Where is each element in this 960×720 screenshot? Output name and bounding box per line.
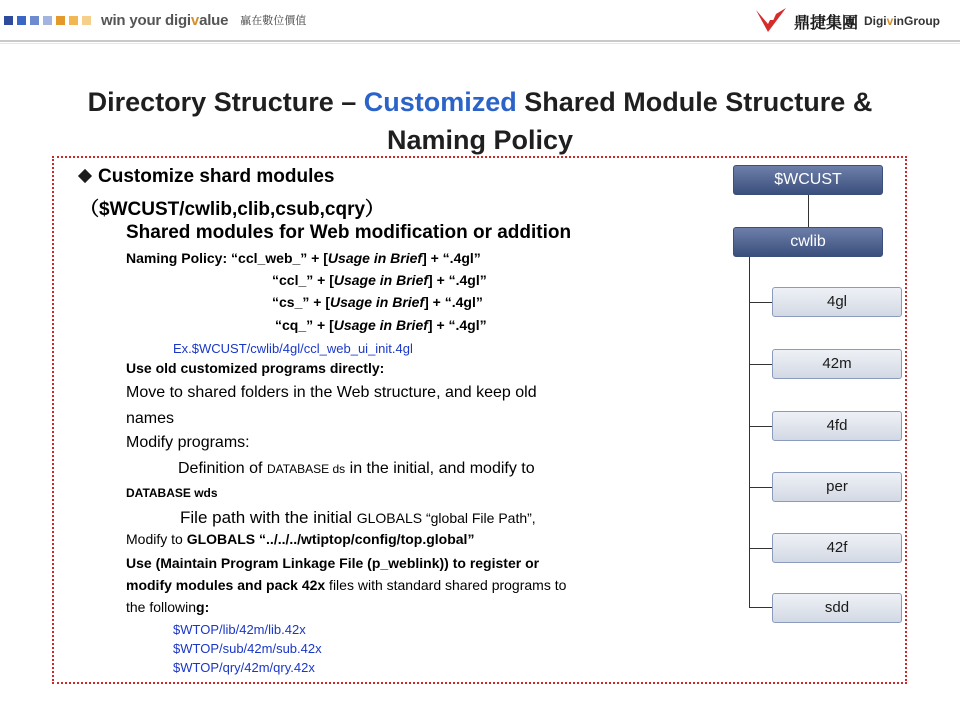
- diamond-bullet-icon: [78, 169, 92, 183]
- tree-leaf-4fd: 4fd: [772, 411, 902, 441]
- use-old-heading: Use old customized programs directly:: [126, 360, 385, 376]
- use-line-2: modify modules and pack 42x files with standard shared programs to: [126, 577, 567, 593]
- header-divider-light: [0, 43, 960, 44]
- logo-cn-text: 鼎捷集團: [793, 14, 858, 32]
- tree-connector-root: [808, 195, 809, 227]
- modify-to-line: Modify to GLOBALS “../../../wtiptop/config/top.global”: [126, 531, 475, 547]
- naming-policy-line-1: Naming Policy: “ccl_web_” + [Usage in Brief] + “.4gl”: [126, 250, 481, 266]
- tree-leaf-per: per: [772, 472, 902, 502]
- header-divider: [0, 40, 960, 42]
- slide-title: [0, 83, 960, 159]
- brand-square-6: [69, 16, 78, 25]
- title-line-1: Directory Structure – Customized Shared Module Structure &: [87, 87, 873, 117]
- brand-square-2: [17, 16, 26, 25]
- subheading: Shared modules for Web modification or addition: [126, 222, 572, 243]
- company-logo: [754, 6, 940, 36]
- tree-node-root: $WCUST: [733, 165, 883, 195]
- brand-tagline-cn: 贏在數位價值: [240, 15, 307, 27]
- use-line-1: Use (Maintain Program Linkage File (p_weblink)) to register or: [126, 555, 540, 571]
- tree-leaf-4gl: 4gl: [772, 287, 902, 317]
- naming-policy-line-2: “ccl_” + [Usage in Brief] + “.4gl”: [272, 272, 487, 288]
- brand-square-3: [30, 16, 39, 25]
- tree-leaf-42f: 42f: [772, 533, 902, 563]
- move-line-1: Move to shared folders in the Web structure, and keep old: [126, 384, 537, 401]
- example-path: Ex.$WCUST/cwlib/4gl/ccl_web_ui_init.4gl: [173, 341, 413, 356]
- database-line: DATABASE wds: [126, 486, 218, 500]
- naming-policy-line-3: “cs_” + [Usage in Brief] + “.4gl”: [272, 294, 483, 310]
- use-line-3: the following:: [126, 599, 210, 615]
- brand-tagline: win your digivalue: [101, 11, 229, 29]
- logo-mark-icon: [754, 6, 788, 36]
- header-brand: [0, 0, 306, 40]
- brand-square-5: [56, 16, 65, 25]
- path-list: （$WCUST/cwlib,clib,csub,cqry）: [80, 199, 385, 220]
- tree-leaf-sdd: sdd: [772, 593, 902, 623]
- logo-en-text: DigivinGroup: [863, 14, 940, 28]
- definition-line: Definition of DATABASE ds in the initial, and modify to: [178, 460, 535, 477]
- tree-connector-trunk: [749, 257, 750, 607]
- tree-branch-42f: [749, 548, 772, 549]
- file-path-line: File path with the initial GLOBALS “global File Path”,: [180, 508, 536, 527]
- naming-policy-line-4: “cq_” + [Usage in Brief] + “.4gl”: [275, 317, 487, 333]
- brand-square-4: [43, 16, 52, 25]
- move-line-2: names: [126, 410, 175, 427]
- tree-branch-sdd: [749, 607, 772, 608]
- title-line-2: Naming Policy: [386, 125, 574, 155]
- tree-branch-4gl: [749, 302, 772, 303]
- tree-branch-42m: [749, 364, 772, 365]
- lib-path-1: $WTOP/lib/42m/lib.42x: [173, 622, 306, 637]
- brand-square-1: [4, 16, 13, 25]
- bullet-heading: Customize shard modules: [80, 166, 335, 188]
- tree-leaf-42m: 42m: [772, 349, 902, 379]
- tree-branch-4fd: [749, 426, 772, 427]
- lib-path-2: $WTOP/sub/42m/sub.42x: [173, 641, 322, 656]
- modify-heading: Modify programs:: [126, 434, 250, 451]
- brand-square-7: [82, 16, 91, 25]
- lib-path-3: $WTOP/qry/42m/qry.42x: [173, 660, 315, 675]
- tree-node-cwlib: cwlib: [733, 227, 883, 257]
- tree-branch-per: [749, 487, 772, 488]
